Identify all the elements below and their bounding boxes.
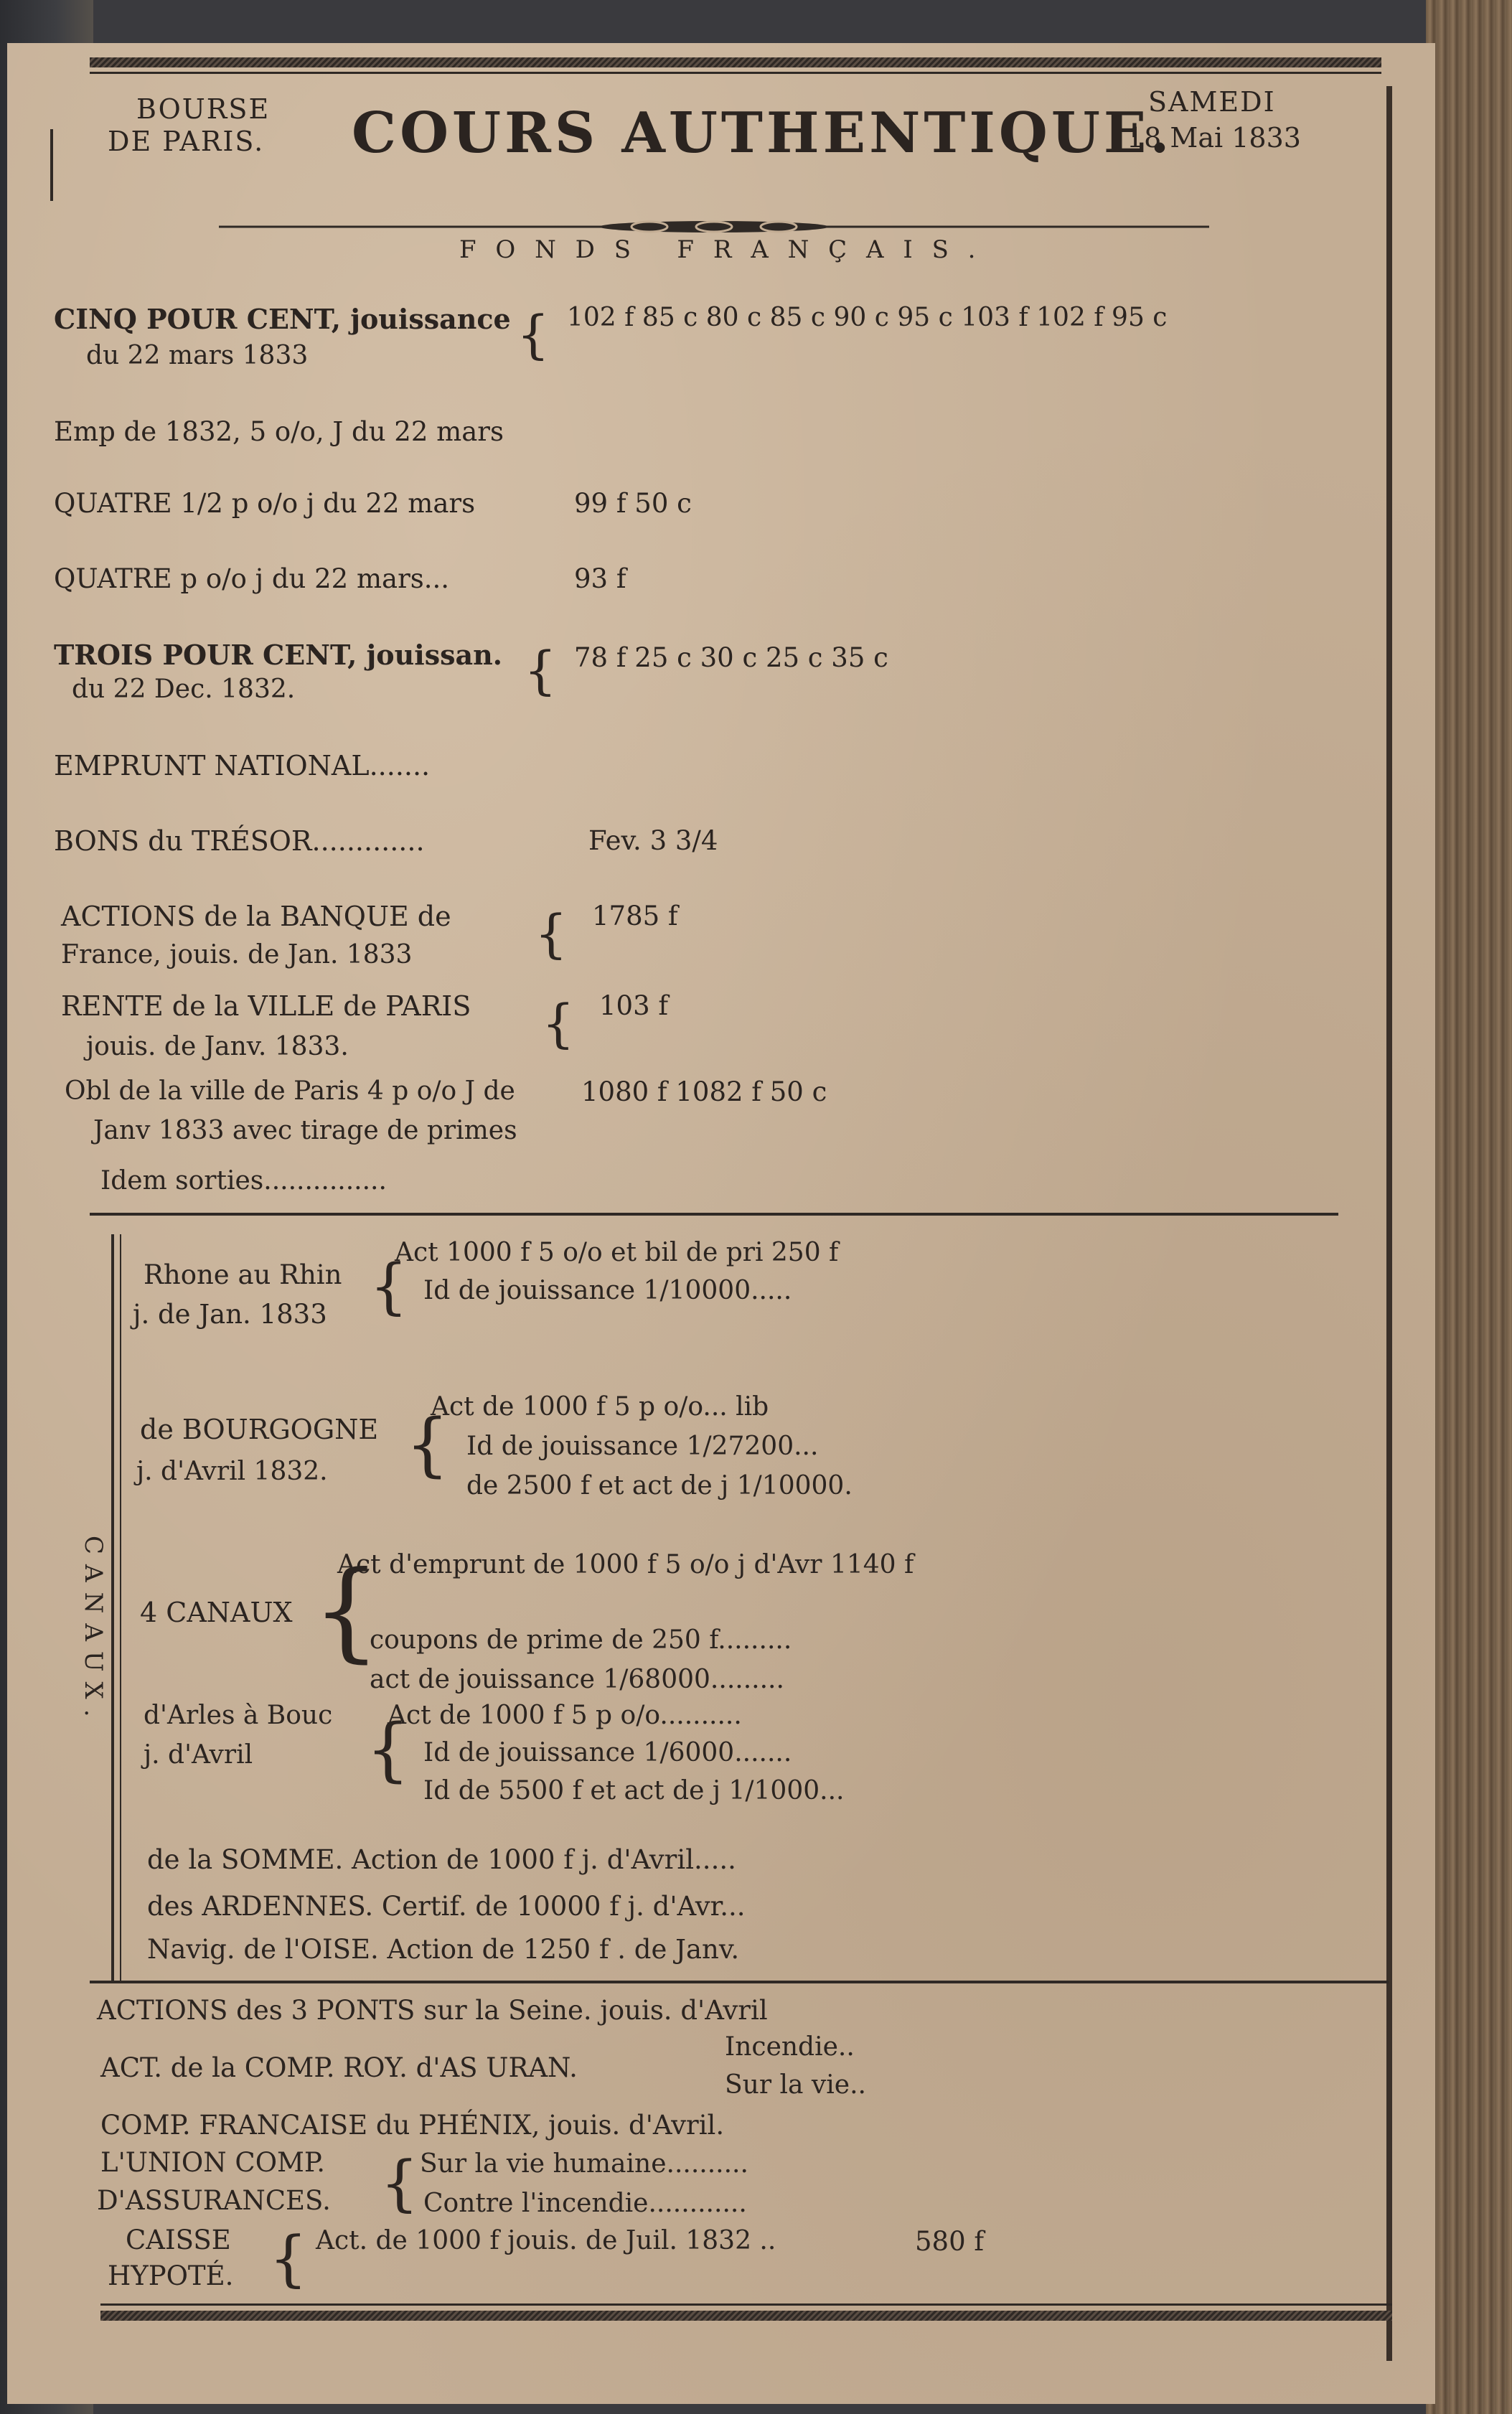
rhone-date: j. de Jan. 1833 — [133, 1299, 327, 1330]
fonds-row-8-label2: France, jouis. de Jan. 1833 — [61, 940, 413, 969]
brace: { — [269, 2223, 308, 2293]
bottom-border — [100, 2311, 1392, 2321]
quatre-canaux-label: 4 CANAUX — [140, 1597, 293, 1628]
canaux-vertical-rule-2 — [120, 1234, 121, 1981]
rhone-actions: Act 1000 f 5 o/o et bil de pri 250 f — [395, 1238, 839, 1267]
fonds-row-1-value: 102 f 85 c 80 c 85 c 90 c 95 c 103 f 102 f 95 c — [567, 303, 1168, 332]
brace: { — [535, 903, 568, 964]
brace: { — [524, 640, 557, 700]
ponts-row: ACTIONS des 3 PONTS sur la Seine. jouis. d'Avril — [97, 1995, 768, 2026]
fonds-row-3-label: QUATRE 1/2 p o/o j du 22 mars — [54, 488, 476, 519]
fonds-row-10-value: 1080 f 1082 f 50 c — [581, 1076, 827, 1107]
header-right-line1: SAMEDI — [1148, 86, 1276, 118]
quatre-coupons: coupons de prime de 250 f......... — [370, 1625, 792, 1655]
newspaper-page — [7, 43, 1435, 2404]
bottom-border-thin — [100, 2303, 1392, 2306]
bourgogne-date: j. d'Avril 1832. — [136, 1457, 328, 1486]
arles-label: d'Arles à Bouc — [144, 1701, 333, 1730]
header-left-line2: DE PARIS. — [108, 126, 265, 157]
canaux-side-label: CANAUX. — [79, 1536, 108, 1727]
header-date: 18 Mai 1833 — [1127, 122, 1301, 154]
rhone-jouissance: Id de jouissance 1/10000..... — [423, 1276, 792, 1305]
somme-row: de la SOMME. Action de 1000 f j. d'Avril..... — [147, 1844, 736, 1875]
right-frame-rule — [1386, 86, 1392, 2361]
bourgogne-actions: Act de 1000 f 5 p o/o... lib — [431, 1392, 769, 1422]
fonds-row-9-label2: jouis. de Janv. 1833. — [86, 1032, 349, 1061]
caisse-label2: HYPOTÉ. — [108, 2260, 234, 2291]
fonds-row-8-label: ACTIONS de la BANQUE de — [61, 901, 451, 932]
fonds-row-9-value: 103 f — [599, 990, 669, 1021]
brace: { — [312, 1549, 381, 1673]
top-border-thin — [90, 72, 1381, 74]
caisse-action: Act. de 1000 f jouis. de Juil. 1832 .. — [316, 2226, 776, 2255]
brace: { — [405, 1404, 450, 1485]
fonds-row-10-label2: Janv 1833 avec tirage de primes — [93, 1116, 517, 1145]
fonds-row-5-label: TROIS POUR CENT, jouissan. — [54, 639, 502, 671]
page-title: COURS AUTHENTIQUE. — [352, 100, 1173, 166]
fonds-row-1-label: CINQ POUR CENT, jouissance — [54, 303, 511, 335]
section-divider — [90, 1213, 1338, 1216]
header-ornament-rule — [219, 220, 1209, 234]
fonds-row-4-label: QUATRE p o/o j du 22 mars... — [54, 563, 450, 594]
quatre-jouissance: act de jouissance 1/68000......... — [370, 1665, 784, 1694]
union-incendie: Contre l'incendie............ — [423, 2189, 747, 2218]
arles-jouissance: Id de jouissance 1/6000....... — [423, 1738, 792, 1767]
brace: { — [380, 2148, 419, 2218]
brace: { — [366, 1709, 410, 1790]
caisse-label1: CAISSE — [126, 2225, 231, 2255]
brace: { — [517, 304, 550, 365]
arles-5500: Id de 5500 f et act de j 1/1000... — [423, 1776, 845, 1805]
quatre-emprunt: Act d'emprunt de 1000 f 5 o/o j d'Avr 1140 f — [337, 1550, 914, 1579]
phenix-row: COMP. FRANCAISE du PHÉNIX, jouis. d'Avril. — [100, 2110, 725, 2141]
fonds-row-1-label2: du 22 mars 1833 — [86, 341, 309, 370]
rhone-label: Rhone au Rhin — [144, 1259, 342, 1290]
page-edges — [1426, 0, 1512, 2414]
fonds-row-9-label: RENTE de la VILLE de PARIS — [61, 990, 471, 1022]
as-uran-incendie: Incendie.. — [725, 2032, 855, 2062]
bourgogne-label: de BOURGOGNE — [140, 1414, 379, 1445]
bourgogne-jouissance: Id de jouissance 1/27200... — [466, 1432, 819, 1461]
fonds-row-6-label: EMPRUNT NATIONAL....... — [54, 750, 431, 781]
header-left-line1: BOURSE — [136, 93, 271, 125]
header-left-rule — [50, 129, 53, 201]
fonds-row-7-value: Fev. 3 3/4 — [588, 825, 718, 856]
as-uran-vie: Sur la vie.. — [725, 2070, 866, 2100]
union-label1: L'UNION COMP. — [100, 2147, 326, 2178]
canaux-vertical-rule — [111, 1234, 114, 1981]
union-label2: D'ASSURANCES. — [97, 2185, 331, 2216]
union-vie-humaine: Sur la vie humaine.......... — [420, 2149, 748, 2179]
fonds-row-4-value: 93 f — [574, 563, 626, 594]
brace: { — [370, 1251, 408, 1321]
bourgogne-2500: de 2500 f et act de j 1/10000. — [466, 1471, 853, 1500]
section-title: F O N D S F R A N Ç A I S . — [459, 235, 982, 264]
top-border — [90, 57, 1381, 67]
fonds-row-5-value: 78 f 25 c 30 c 25 c 35 c — [574, 642, 888, 673]
ardennes-row: des ARDENNES. Certif. de 10000 f j. d'Avr... — [147, 1891, 746, 1922]
fonds-row-10-label: Obl de la ville de Paris 4 p o/o J de — [65, 1076, 515, 1106]
arles-date: j. d'Avril — [144, 1740, 253, 1770]
oise-row: Navig. de l'OISE. Action de 1250 f . de Janv. — [147, 1934, 740, 1965]
brace: { — [542, 993, 575, 1053]
arles-actions: Act de 1000 f 5 p o/o.......... — [388, 1701, 742, 1730]
section-divider — [90, 1981, 1389, 1983]
as-uran-row: ACT. de la COMP. ROY. d'AS URAN. — [100, 2052, 578, 2083]
caisse-value: 580 f — [915, 2226, 985, 2257]
fonds-row-8-value: 1785 f — [592, 901, 678, 931]
fonds-row-2-label: Emp de 1832, 5 o/o, J du 22 mars — [54, 416, 504, 447]
fonds-row-5-label2: du 22 Dec. 1832. — [72, 675, 296, 704]
fonds-row-11-label: Idem sorties............... — [100, 1166, 387, 1196]
fonds-row-7-label: BONS du TRÉSOR............. — [54, 825, 425, 857]
fonds-row-3-value: 99 f 50 c — [574, 488, 692, 519]
